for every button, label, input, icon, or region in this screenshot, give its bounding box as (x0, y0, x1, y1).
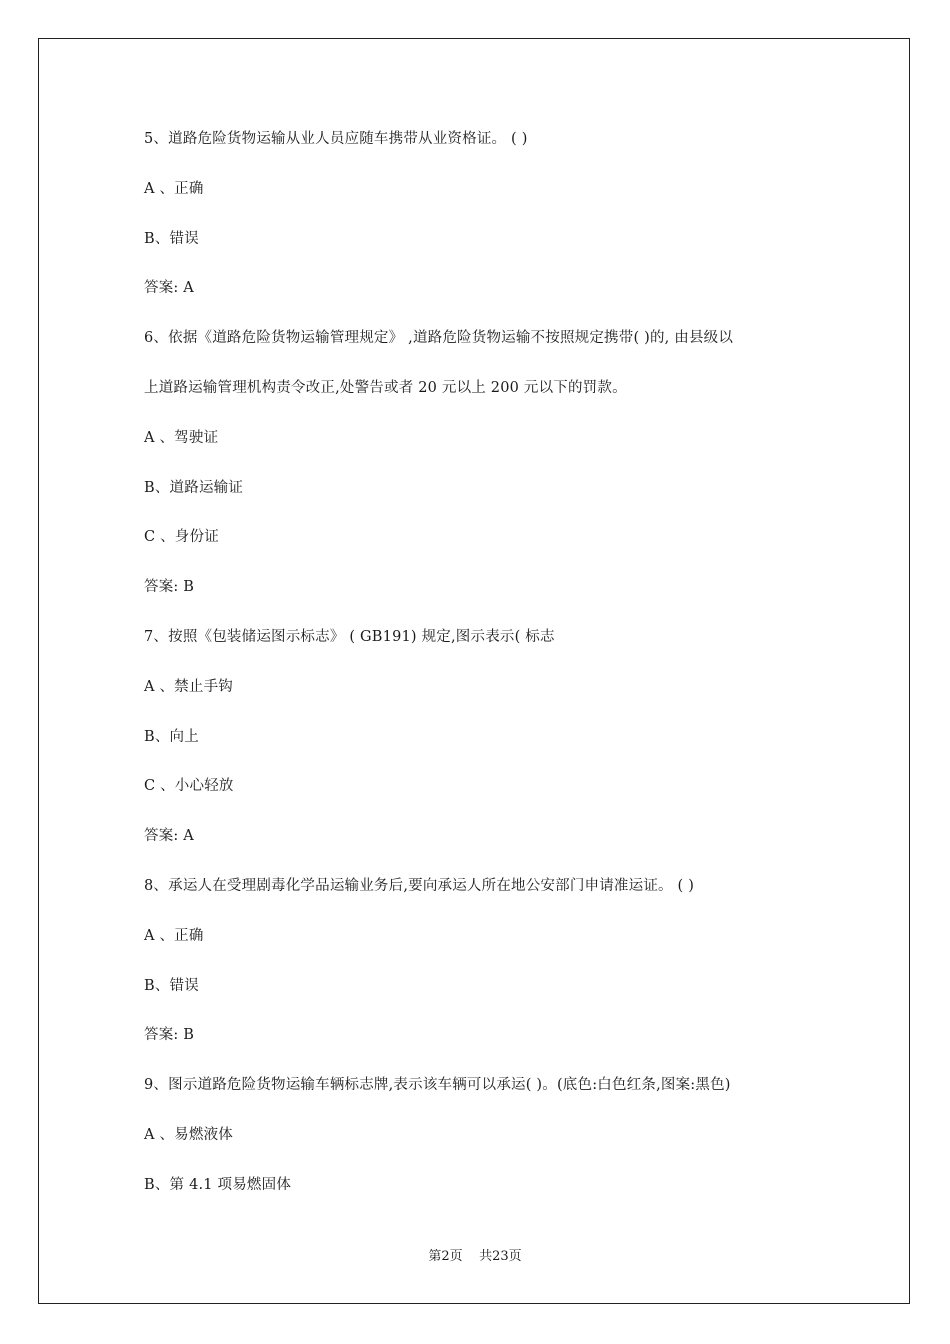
q8-option-a: A 、正确 (144, 927, 204, 944)
q8-answer: 答案: B (144, 1027, 195, 1044)
q7-answer: 答案: A (144, 828, 194, 845)
question-5: 5、道路危险货物运输从业人员应随车携带从业资格证。 ( ) (144, 131, 528, 147)
question-8: 8、承运人在受理剧毒化学品运输业务后,要向承运人所在地公安部门申请准运证。 ( ) (144, 877, 695, 894)
question-7: 7、按照《包装储运图示标志》 ( GB191) 规定,图示表示( 标志 (144, 628, 555, 645)
q7-option-a: A 、禁止手钩 (144, 678, 233, 695)
q6-option-b: B、道路运输证 (144, 479, 244, 496)
q6-answer: 答案: B (144, 579, 195, 596)
q9-option-a: A 、易燃液体 (144, 1126, 233, 1143)
q5-answer: 答案: A (144, 280, 194, 297)
q5-option-b: B、错误 (144, 230, 199, 247)
q6-option-a: A 、驾驶证 (144, 429, 219, 446)
document-body (144, 127, 844, 1223)
question-6-continued: 上道路运输管理机构责令改正,处警告或者 20 元以上 200 元以下的罚款。 (144, 379, 627, 396)
q7-option-c: C 、小心轻放 (144, 778, 234, 795)
question-9: 9、图示道路危险货物运输车辆标志牌,表示该车辆可以承运( )。(底色:白色红条,图案:黑色) (144, 1077, 731, 1094)
page-footer: 第2页 共23页 (428, 1249, 522, 1264)
question-6: 6、依据《道路危险货物运输管理规定》 ,道路危险货物运输不按照规定携带( )的, 由县级以 (144, 330, 734, 347)
q5-option-a: A 、正确 (144, 180, 204, 197)
q7-option-b: B、向上 (144, 728, 199, 745)
q6-option-c: C 、身份证 (144, 529, 219, 546)
q9-option-b: B、第 4.1 项易燃固体 (144, 1176, 292, 1193)
q8-option-b: B、错误 (144, 977, 199, 994)
